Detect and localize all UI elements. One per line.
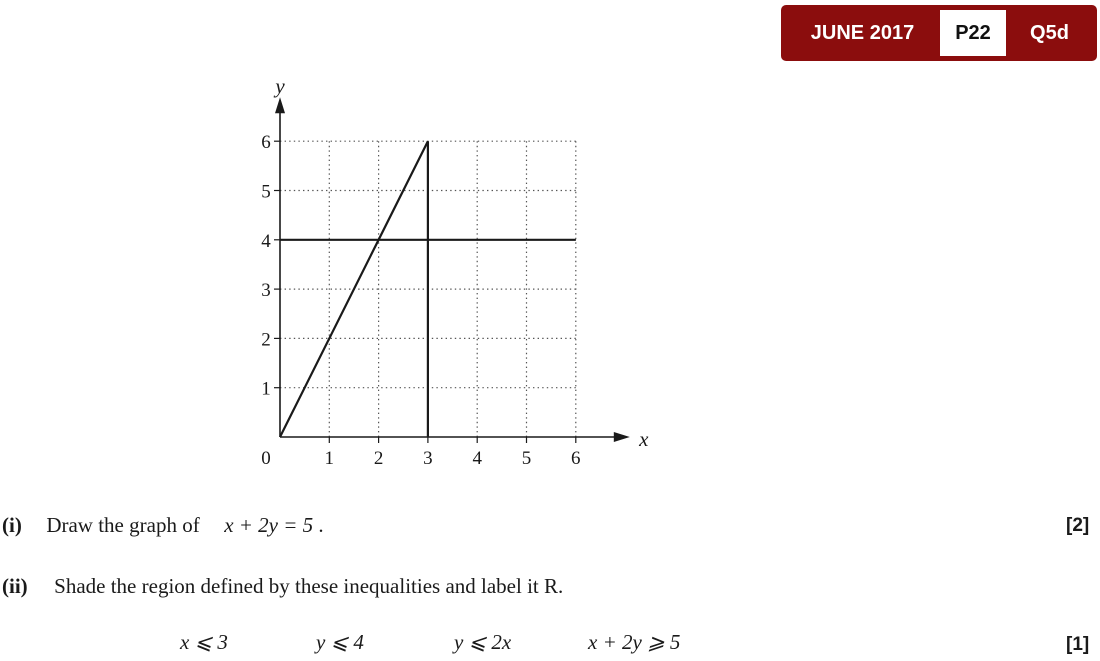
part-ii-number: (ii): [2, 574, 28, 598]
x-tick-label: 5: [521, 448, 532, 469]
x-tick-label: 3: [423, 448, 433, 469]
series-line: [280, 141, 428, 437]
y-axis-arrow-icon: [275, 97, 285, 113]
x-tick-label: 2: [373, 448, 384, 469]
x-axis-label: x: [639, 427, 649, 451]
x-axis-arrow-icon: [614, 432, 630, 442]
y-axis-label: y: [275, 74, 285, 99]
exam-session-label: JUNE 2017: [810, 21, 915, 44]
x-tick-label: 1: [324, 448, 335, 469]
axes: [274, 97, 630, 443]
y-tick-label: 4: [261, 230, 271, 252]
y-tick-label: 5: [261, 181, 271, 203]
inequality-1: x ⩽ 3: [180, 630, 228, 654]
inequality-4: x + 2y ⩾ 5: [588, 630, 681, 654]
part-i-number: (i): [2, 513, 22, 537]
part-i-row: (i) Draw the graph of x + 2y = 5 .: [2, 513, 324, 537]
tick-labels: [261, 74, 649, 469]
inequality-2: y ⩽ 4: [316, 630, 364, 654]
x-tick-label: 0: [261, 448, 271, 469]
y-tick-label: 6: [261, 132, 271, 154]
inequality-3: y ⩽ 2x: [454, 630, 512, 654]
paper-label: P22: [940, 10, 1006, 56]
part-i-equation: x + 2y = 5: [224, 513, 314, 537]
y-tick-label: 1: [261, 378, 271, 400]
y-tick-label: 3: [261, 280, 271, 302]
part-i-text: Draw the graph of: [46, 513, 200, 537]
plotted-lines: [280, 141, 576, 437]
part-ii-row: [2, 574, 563, 599]
part-ii-text: Shade the region defined by these inequalities and label it R.: [54, 574, 564, 598]
y-tick-label: 2: [261, 329, 271, 351]
part-i-marks: [2]: [1066, 515, 1090, 536]
question-number-label: Q5d: [1030, 21, 1069, 44]
x-tick-label: 6: [571, 448, 581, 469]
part-ii-marks: [1]: [1066, 634, 1090, 655]
x-tick-label: 4: [472, 448, 482, 469]
